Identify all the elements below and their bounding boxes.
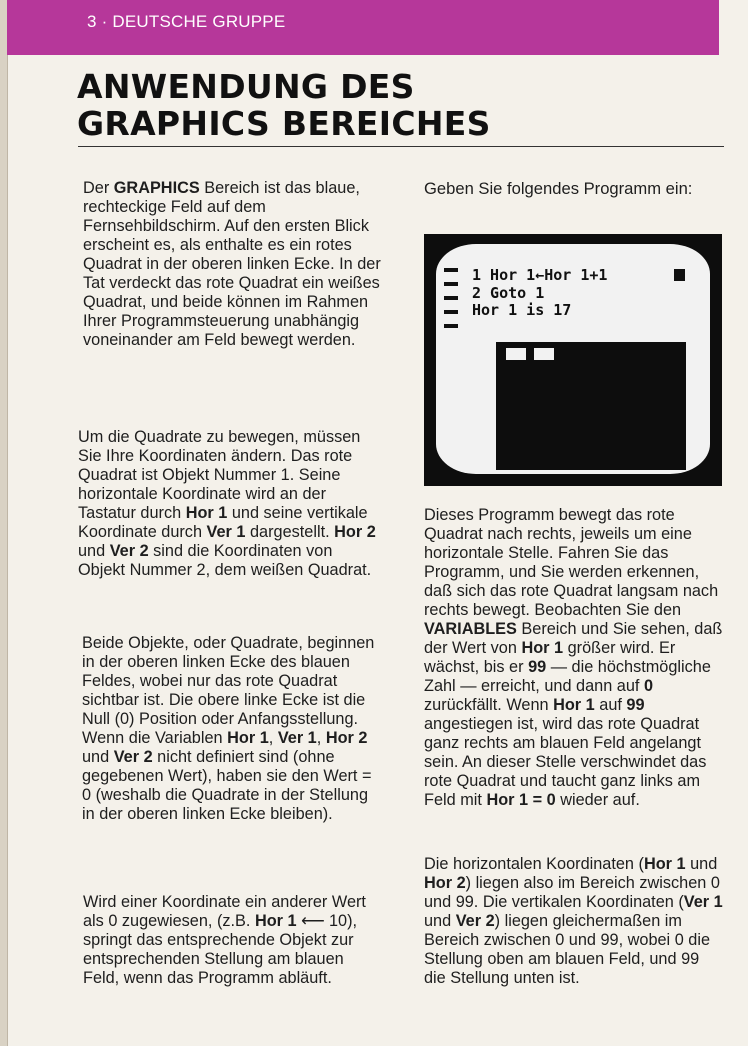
text-span: Der bbox=[83, 179, 114, 197]
text-span: und seine vertikale Koordinate durch bbox=[78, 504, 368, 541]
tv-line-marker bbox=[444, 310, 458, 314]
text-span: angestiegen ist, wird das rote Quadrat ganz rechts am blauen Feld angelangt sein. An dieser Stelle verschwindet das rote Quadrat und taucht ganz links am Feld mit bbox=[424, 715, 707, 809]
left-paragraph-3 bbox=[82, 634, 382, 824]
bold-term: Hor 1 bbox=[553, 696, 595, 714]
left-paragraph-1 bbox=[83, 179, 383, 350]
bold-term: Hor 2 bbox=[424, 874, 466, 892]
bold-term: VARIABLES bbox=[424, 620, 517, 638]
right-intro: Geben Sie folgendes Programm ein: bbox=[424, 179, 693, 198]
program-line-1: 1 Hor 1←Hor 1+1 bbox=[472, 266, 608, 284]
text-span: dargestellt. bbox=[245, 523, 335, 541]
program-line-3: Hor 1 is 17 bbox=[472, 301, 572, 319]
text-span: und bbox=[82, 748, 114, 766]
bold-term: Ver 1 bbox=[683, 893, 723, 911]
text-span: und bbox=[424, 912, 456, 930]
bold-term: Hor 2 bbox=[334, 523, 376, 541]
bold-term: Hor 1 bbox=[521, 639, 564, 657]
bold-term: Hor 1 bbox=[254, 912, 297, 930]
text-span: Beide Objekte, oder Quadrate, beginnen in der oberen linken Ecke des blauen Feldes, wobei nur das rote Quadrat sichtbar ist. Die obere linke Ecke ist die Null (0) Position oder Anfangsstellung. Wenn die Variablen bbox=[82, 634, 375, 747]
text-span: ) liegen gleichermaßen im Bereich zwischen 0 und 99, wobei 0 die Stellung oben am blauen Feld, und 99 die Stellung unten ist. bbox=[424, 912, 711, 987]
text-span: auf bbox=[594, 696, 627, 714]
bold-term: Ver 2 bbox=[455, 912, 495, 930]
tv-line-marker bbox=[444, 296, 458, 300]
tv-screen bbox=[436, 244, 710, 474]
text-span: wieder auf. bbox=[555, 791, 640, 809]
object-square-1 bbox=[506, 348, 526, 360]
text-span: sind die Koordinaten von Objekt Nummer 2, dem weißen Quadrat. bbox=[78, 542, 372, 579]
tv-line-marker bbox=[444, 268, 458, 272]
text-span: zurückfällt. Wenn bbox=[424, 696, 554, 714]
bold-term: Hor 1 = 0 bbox=[486, 791, 556, 809]
text-span: Wird einer Koordinate ein anderer Wert als 0 zugewiesen, (z.B. bbox=[83, 893, 366, 930]
tv-screen-illustration bbox=[424, 234, 722, 486]
text-span: — die höchstmögliche Zahl — erreicht, und dann auf bbox=[424, 658, 711, 695]
text-span: Bereich und Sie sehen, daß der Wert von bbox=[424, 620, 723, 657]
bold-term: 99 bbox=[626, 696, 645, 714]
left-paragraph-4 bbox=[83, 893, 383, 988]
bold-term: Ver 2 bbox=[109, 542, 149, 560]
page-title-line-2: GRAPHICS BEREICHES bbox=[77, 104, 491, 143]
bold-term: Ver 2 bbox=[113, 748, 153, 766]
tv-line-marker bbox=[444, 282, 458, 286]
text-span: ) liegen also im Bereich zwischen 0 und 99. Die vertikalen Koordinaten ( bbox=[424, 874, 720, 911]
bold-term: Hor 1 bbox=[227, 729, 269, 747]
cursor-block bbox=[674, 269, 685, 281]
section-header-band bbox=[7, 0, 719, 55]
bold-term: Hor 2 bbox=[325, 729, 368, 747]
title-divider bbox=[78, 146, 724, 147]
text-span: und bbox=[685, 855, 718, 873]
page-title bbox=[77, 68, 677, 142]
page-title-line-1: ANWENDUNG DES bbox=[77, 67, 415, 106]
text-span: ⟵ 10), springt das entsprechende Objekt zur entsprechenden Stellung am blauen Feld, wenn das Programm abläuft. bbox=[83, 912, 358, 987]
bold-term: Hor 1 bbox=[643, 855, 686, 873]
section-header-label: 3 · DEUTSCHE GRUPPE bbox=[87, 12, 286, 31]
tv-line-marker bbox=[444, 324, 458, 328]
graphics-field bbox=[496, 342, 686, 470]
bold-term: GRAPHICS bbox=[113, 179, 200, 197]
text-span: größer wird. Er wächst, bis er bbox=[424, 639, 676, 676]
left-paragraph-2 bbox=[78, 428, 378, 580]
bold-term: 99 bbox=[528, 658, 547, 676]
text-span: nicht definiert sind (ohne gegebenen Wert), haben sie den Wert = 0 (weshalb die Quadrate in der Stellung in der oberen linken Ecke bleiben). bbox=[82, 748, 372, 823]
text-span: , bbox=[316, 729, 326, 747]
right-paragraph-2 bbox=[424, 855, 724, 988]
text-span: Um die Quadrate zu bewegen, müssen Sie Ihre Koordinaten ändern. Das rote Quadrat ist Objekt Nummer 1. Seine horizontale Koordinate wird an der Tastatur durch bbox=[78, 428, 361, 522]
program-line-2: 2 Goto 1 bbox=[472, 284, 545, 302]
text-span: , bbox=[268, 729, 278, 747]
bold-term: 0 bbox=[643, 677, 653, 695]
object-square-2 bbox=[534, 348, 554, 360]
page-binding-edge bbox=[0, 0, 8, 1046]
right-paragraph-1 bbox=[424, 506, 724, 810]
bold-term: Ver 1 bbox=[206, 523, 246, 541]
bold-term: Hor 1 bbox=[185, 504, 228, 522]
text-span: Bereich ist das blaue, rechteckige Feld auf dem Fernsehbildschirm. Auf den ersten Blick erscheint es, als enthalte es ein rotes Quadrat in der oberen linken Ecke. In der Tat verdeckt das rote Quadrat ein weißes Quadrat, und beide können im Rahmen Ihrer Programmsteuerung unabhängig voneinander am Feld bewegt werden. bbox=[83, 179, 381, 349]
bold-term: Ver 1 bbox=[277, 729, 317, 747]
text-span: Die horizontalen Koordinaten ( bbox=[424, 855, 644, 873]
text-span: und bbox=[78, 542, 110, 560]
text-span: Dieses Programm bewegt das rote Quadrat nach rechts, jeweils um eine horizontale Stelle. Fahren Sie das Programm, und Sie werden erkennen, daß sich das rote Quadrat langsam nach rechts bewegt. Beobachten Sie den bbox=[424, 506, 719, 619]
